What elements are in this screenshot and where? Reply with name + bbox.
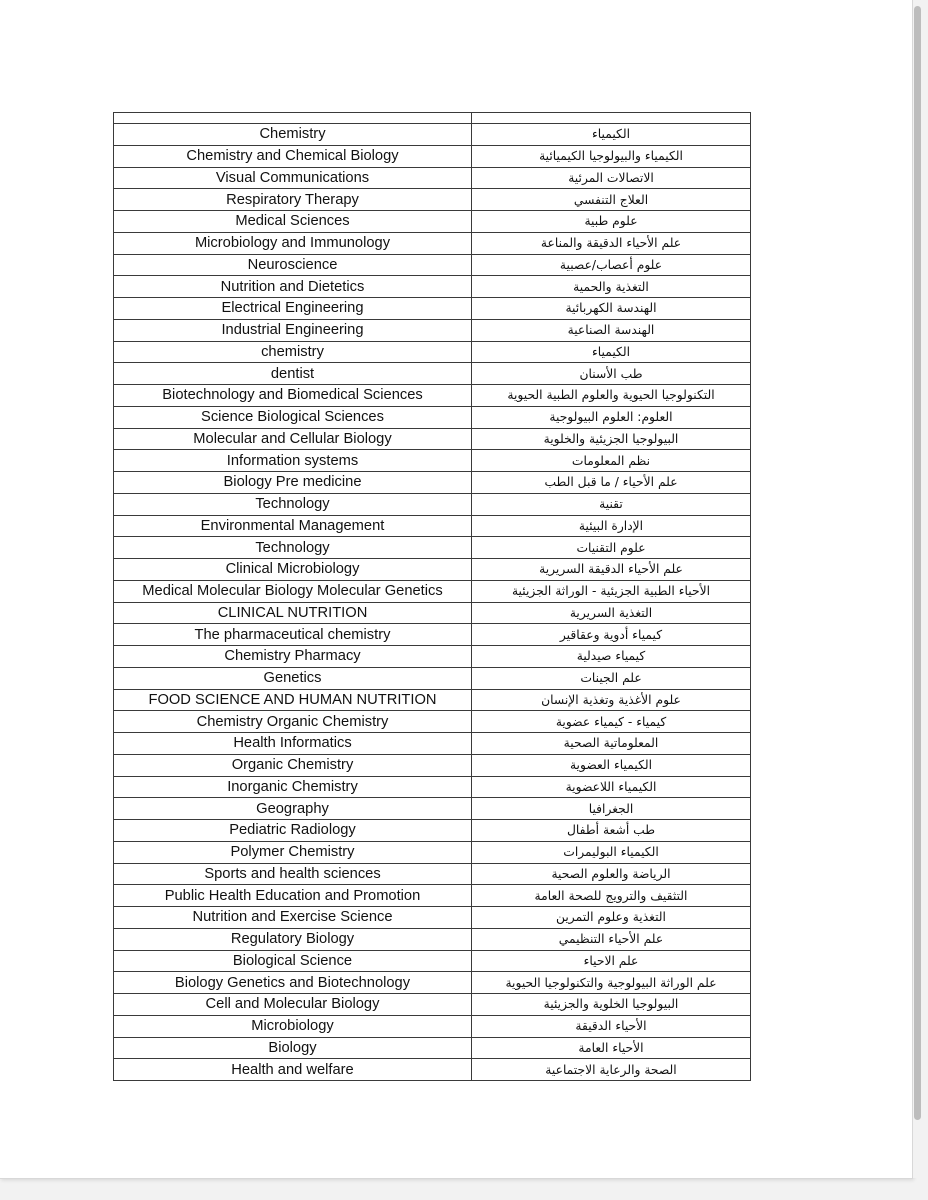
major-english: Electrical Engineering (114, 298, 472, 320)
major-arabic: الأحياء العامة (472, 1037, 751, 1059)
table-header-spacer-row (114, 113, 751, 124)
blank-cell-english (114, 113, 472, 124)
major-arabic: علوم طبية (472, 211, 751, 233)
major-arabic: كيمياء أدوية وعقاقير (472, 624, 751, 646)
major-english: Nutrition and Exercise Science (114, 907, 472, 929)
major-arabic: الكيمياء والبيولوجيا الكيميائية (472, 145, 751, 167)
major-arabic: التغذية السريرية (472, 602, 751, 624)
table-row (114, 341, 751, 363)
major-english: Molecular and Cellular Biology (114, 428, 472, 450)
major-english: Biology Genetics and Biotechnology (114, 972, 472, 994)
major-english: Biology (114, 1037, 472, 1059)
table-row (114, 493, 751, 515)
major-english: Chemistry Pharmacy (114, 646, 472, 668)
table-row (114, 863, 751, 885)
table-row (114, 1037, 751, 1059)
table-row (114, 363, 751, 385)
major-english: Biotechnology and Biomedical Sciences (114, 385, 472, 407)
major-english: Microbiology (114, 1015, 472, 1037)
table-row (114, 972, 751, 994)
major-english: Technology (114, 493, 472, 515)
majors-table (113, 112, 751, 1081)
table-row (114, 841, 751, 863)
major-english: CLINICAL NUTRITION (114, 602, 472, 624)
table-row (114, 319, 751, 341)
major-arabic: العلاج التنفسي (472, 189, 751, 211)
table-row (114, 254, 751, 276)
blank-cell-arabic (472, 113, 751, 124)
major-arabic: طب أشعة أطفال (472, 820, 751, 842)
major-arabic: علم الأحياء الدقيقة السريرية (472, 559, 751, 581)
major-arabic: علم الوراثة البيولوجية والتكنولوجيا الحيوية (472, 972, 751, 994)
major-english: Nutrition and Dietetics (114, 276, 472, 298)
major-arabic: التغذية وعلوم التمرين (472, 907, 751, 929)
major-english: Health Informatics (114, 733, 472, 755)
table-row (114, 907, 751, 929)
major-arabic: الكيمياء اللاعضوية (472, 776, 751, 798)
major-english: Environmental Management (114, 515, 472, 537)
table-row (114, 602, 751, 624)
table-row (114, 689, 751, 711)
major-english: Polymer Chemistry (114, 841, 472, 863)
major-arabic: تقنية (472, 493, 751, 515)
major-arabic: علوم الأغذية وتغذية الإنسان (472, 689, 751, 711)
major-arabic: الصحة والرعاية الاجتماعية (472, 1059, 751, 1081)
major-arabic: علم الأحياء الدقيقة والمناعة (472, 232, 751, 254)
major-arabic: الهندسة الكهربائية (472, 298, 751, 320)
table-row (114, 276, 751, 298)
major-english: Biology Pre medicine (114, 472, 472, 494)
major-english: The pharmaceutical chemistry (114, 624, 472, 646)
major-english: Cell and Molecular Biology (114, 994, 472, 1016)
major-english: Visual Communications (114, 167, 472, 189)
major-arabic: الكيمياء البوليمرات (472, 841, 751, 863)
major-arabic: الكيمياء العضوية (472, 754, 751, 776)
major-arabic: الاتصالات المرئية (472, 167, 751, 189)
table-row (114, 754, 751, 776)
major-english: Medical Sciences (114, 211, 472, 233)
major-arabic: الأحياء الدقيقة (472, 1015, 751, 1037)
major-english: Respiratory Therapy (114, 189, 472, 211)
major-english: Industrial Engineering (114, 319, 472, 341)
major-english: Sports and health sciences (114, 863, 472, 885)
table-row (114, 950, 751, 972)
majors-table-body (114, 113, 751, 1081)
table-row (114, 428, 751, 450)
major-arabic: الرياضة والعلوم الصحية (472, 863, 751, 885)
major-english: Clinical Microbiology (114, 559, 472, 581)
major-arabic: علم الأحياء / ما قبل الطب (472, 472, 751, 494)
major-english: Pediatric Radiology (114, 820, 472, 842)
major-english: dentist (114, 363, 472, 385)
major-arabic: البيولوجيا الخلوية والجزيئية (472, 994, 751, 1016)
table-row (114, 580, 751, 602)
table-row (114, 994, 751, 1016)
table-row (114, 667, 751, 689)
table-row (114, 211, 751, 233)
major-english: Technology (114, 537, 472, 559)
table-row (114, 167, 751, 189)
major-arabic: العلوم: العلوم البيولوجية (472, 406, 751, 428)
major-english: Microbiology and Immunology (114, 232, 472, 254)
table-row (114, 450, 751, 472)
major-english: chemistry (114, 341, 472, 363)
table-row (114, 298, 751, 320)
table-row (114, 885, 751, 907)
major-arabic: علوم أعصاب/عصبية (472, 254, 751, 276)
major-english: Inorganic Chemistry (114, 776, 472, 798)
major-arabic: طب الأسنان (472, 363, 751, 385)
major-arabic: الهندسة الصناعية (472, 319, 751, 341)
major-english: Chemistry and Chemical Biology (114, 145, 472, 167)
major-arabic: التكنولوجيا الحيوية والعلوم الطبية الحيوية (472, 385, 751, 407)
major-arabic: التغذية والحمية (472, 276, 751, 298)
major-arabic: علم الاحياء (472, 950, 751, 972)
table-row (114, 232, 751, 254)
major-english: Geography (114, 798, 472, 820)
table-row (114, 711, 751, 733)
major-arabic: المعلوماتية الصحية (472, 733, 751, 755)
major-arabic: علم الجينات (472, 667, 751, 689)
major-arabic: علم الأحياء التنظيمي (472, 928, 751, 950)
table-row (114, 124, 751, 146)
major-arabic: علوم التقنيات (472, 537, 751, 559)
major-english: Regulatory Biology (114, 928, 472, 950)
table-row (114, 406, 751, 428)
major-english: Information systems (114, 450, 472, 472)
major-english: Public Health Education and Promotion (114, 885, 472, 907)
major-arabic: الإدارة البيئية (472, 515, 751, 537)
table-row (114, 145, 751, 167)
table-row (114, 472, 751, 494)
table-row (114, 798, 751, 820)
table-row (114, 928, 751, 950)
major-english: Medical Molecular Biology Molecular Genetics (114, 580, 472, 602)
major-arabic: الكيمياء (472, 124, 751, 146)
major-arabic: التثقيف والترويج للصحة العامة (472, 885, 751, 907)
major-english: Biological Science (114, 950, 472, 972)
major-arabic: كيمياء صيدلية (472, 646, 751, 668)
major-english: Chemistry (114, 124, 472, 146)
major-english: Organic Chemistry (114, 754, 472, 776)
table-row (114, 537, 751, 559)
major-arabic: الكيمياء (472, 341, 751, 363)
major-arabic: البيولوجيا الجزيئية والخلوية (472, 428, 751, 450)
scrollbar-thumb[interactable] (914, 6, 921, 1120)
table-row (114, 1059, 751, 1081)
table-row (114, 820, 751, 842)
major-english: FOOD SCIENCE AND HUMAN NUTRITION (114, 689, 472, 711)
table-row (114, 624, 751, 646)
major-english: Health and welfare (114, 1059, 472, 1081)
table-row (114, 385, 751, 407)
table-row (114, 776, 751, 798)
table-row (114, 559, 751, 581)
major-arabic: الأحياء الطبية الجزيئية - الوراثة الجزيئية (472, 580, 751, 602)
table-row (114, 515, 751, 537)
major-arabic: نظم المعلومات (472, 450, 751, 472)
table-row (114, 646, 751, 668)
major-arabic: كيمياء - كيمياء عضوية (472, 711, 751, 733)
major-arabic: الجغرافيا (472, 798, 751, 820)
table-row (114, 189, 751, 211)
major-english: Genetics (114, 667, 472, 689)
table-row (114, 733, 751, 755)
major-english: Neuroscience (114, 254, 472, 276)
major-english: Chemistry Organic Chemistry (114, 711, 472, 733)
major-english: Science Biological Sciences (114, 406, 472, 428)
table-row (114, 1015, 751, 1037)
